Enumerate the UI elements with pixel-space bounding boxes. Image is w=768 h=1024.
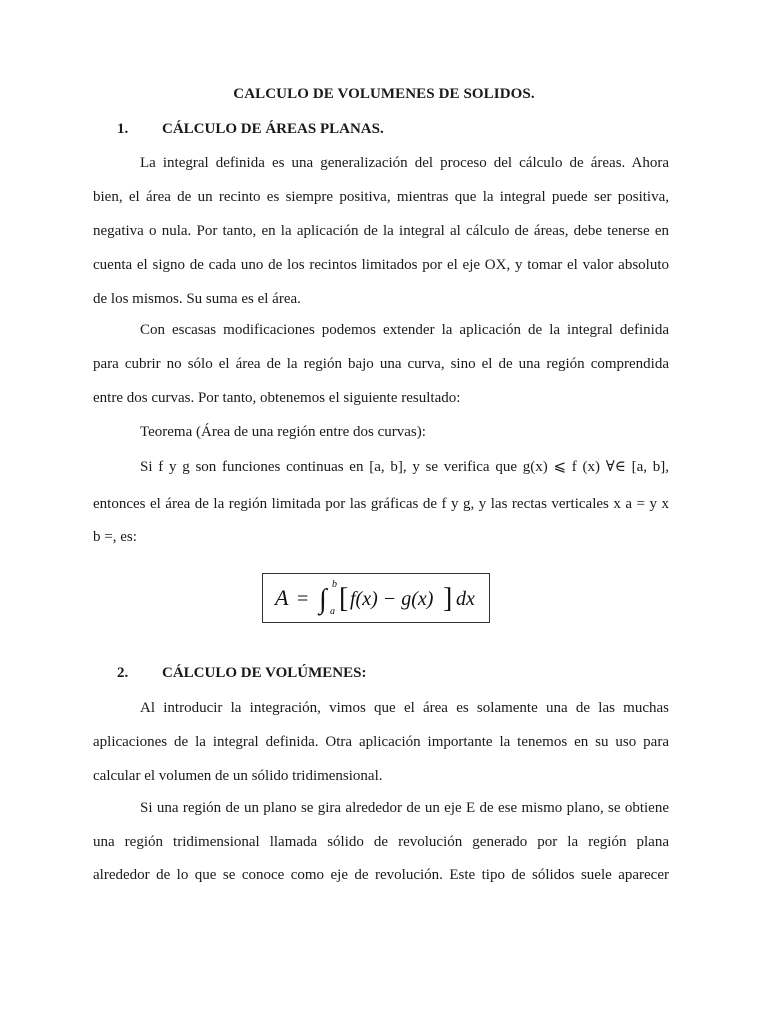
paragraph-5-line-3: alrededor de lo que se conoce como eje de revolución. Este tipo de sólidos suele aparecer [93, 867, 669, 883]
paragraph-3-line-2: entonces el área de la región limitada por las gráficas de f y g, y las rectas verticales x a = y x [93, 496, 669, 512]
formula-integral-sign: ∫ [319, 584, 327, 615]
area-formula [263, 574, 488, 621]
section-2-number: 2. [117, 665, 129, 681]
formula-upper-limit: b [332, 579, 337, 590]
paragraph-1-line-5: de los mismos. Su suma es el área. [93, 291, 301, 307]
section-2-heading [117, 665, 366, 682]
paragraph-4-line-2: aplicaciones de la integral definida. Otra aplicación importante la tenemos en su uso para [93, 734, 669, 750]
paragraph-1-line-3: negativa o nula. Por tanto, en la aplicación de la integral al cálculo de áreas, debe tenerse en [93, 223, 669, 239]
paragraph-1-line-2: bien, el área de un recinto es siempre positiva, mientras que la integral puede ser positiva, [93, 189, 669, 205]
paragraph-2-line-2: para cubrir no sólo el área de la región bajo una curva, sino el de una región comprendida [93, 356, 669, 372]
section-2-title: CÁLCULO DE VOLÚMENES: [162, 665, 367, 681]
area-formula-box [262, 573, 490, 623]
formula-dx: dx [456, 588, 475, 610]
paragraph-1-line-1: La integral definida es una generalización del proceso del cálculo de áreas. Ahora [140, 155, 669, 171]
document-title: CALCULO DE VOLUMENES DE SOLIDOS. [233, 86, 535, 102]
section-1-title: CÁLCULO DE ÁREAS PLANAS. [162, 121, 384, 137]
formula-lhs: A [275, 585, 289, 610]
theorem-label: Teorema (Área de una región entre dos curvas): [140, 424, 426, 440]
paragraph-3-line-1: Si f y g son funciones continuas en [a, b], y se verifica que g(x) ⩽ f (x) ∀∈ [a, b], [140, 459, 669, 475]
paragraph-4-line-1: Al introducir la integración, vimos que el área es solamente una de las muchas [140, 700, 669, 716]
formula-left-bracket: [ [339, 583, 349, 614]
section-1-heading [117, 121, 384, 138]
section-1-number: 1. [117, 121, 129, 137]
formula-lower-limit: a [330, 606, 335, 617]
paragraph-3-line-3: b =, es: [93, 529, 137, 545]
paragraph-5-line-1: Si una región de un plano se gira alrededor de un eje E de ese mismo plano, se obtiene [140, 800, 669, 816]
paragraph-1-line-4: cuenta el signo de cada uno de los recintos limitados por el eje OX, y tomar el valor absoluto [93, 257, 669, 273]
paragraph-2-line-3: entre dos curvas. Por tanto, obtenemos el siguiente resultado: [93, 390, 461, 406]
paragraph-2-line-1: Con escasas modificaciones podemos extender la aplicación de la integral definida [140, 322, 669, 338]
formula-equals: = [297, 588, 309, 610]
paragraph-4-line-3: calcular el volumen de un sólido tridimensional. [93, 768, 383, 784]
formula-right-bracket: ] [443, 583, 453, 614]
formula-integrand: f(x) − g(x) [350, 588, 434, 610]
paragraph-5-line-2: una región tridimensional llamada sólido de revolución generado por la región plana [93, 834, 669, 850]
